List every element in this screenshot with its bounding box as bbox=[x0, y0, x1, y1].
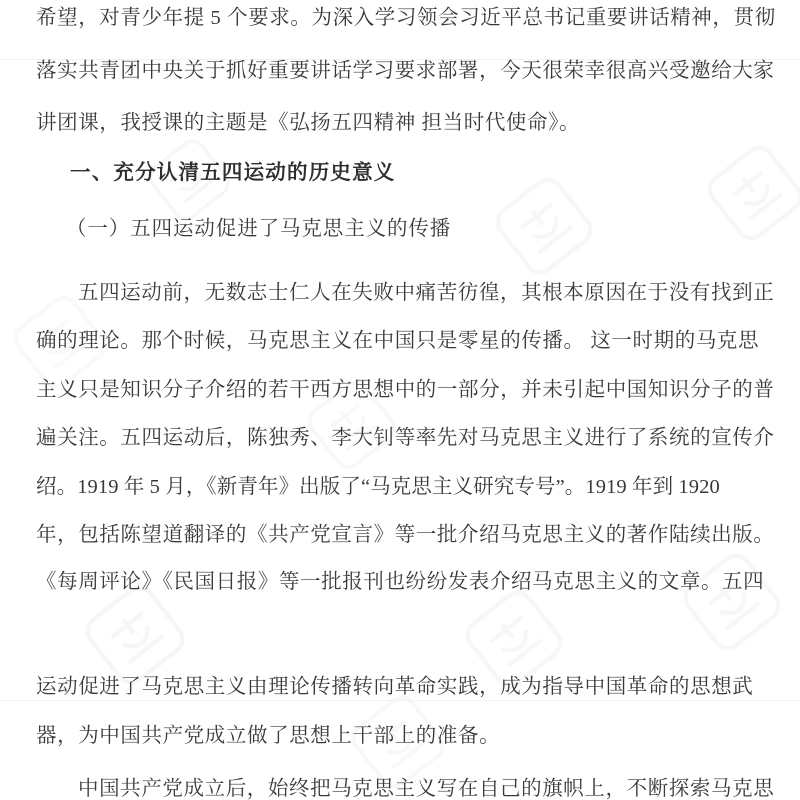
section-heading-1: 一、充分认清五四运动的历史意义 bbox=[70, 162, 396, 184]
paragraph-line: 讲团课，我授课的主题是《弘扬五四精神 担当时代使命》。 bbox=[36, 112, 581, 134]
paragraph-line: 运动促进了马克思主义由理论传播转向革命实践，成为指导中国革命的思想武 bbox=[36, 676, 754, 698]
paragraph-line: 五四运动前，无数志士仁人在失败中痛苦彷徨，其根本原因在于没有找到正 bbox=[78, 282, 775, 304]
paragraph-line: 年，包括陈望道翻译的《共产党宣言》等一批介绍马克思主义的著作陆续出版。 bbox=[36, 524, 775, 546]
paragraph-line: 《每周评论》《民国日报》等一批报刊也纷纷发表介绍马克思主义的文章。五四 bbox=[36, 571, 765, 593]
paragraph-line: 确的理论。那个时候，马克思主义在中国只是零星的传播。 这一时期的马克思 bbox=[36, 330, 760, 352]
paragraph-line: 中国共产党成立后，始终把马克思主义写在自己的旗帜上，不断探索马克思 bbox=[78, 778, 775, 800]
paragraph-line: 主义只是知识分子介绍的若干西方思想中的一部分，并未引起中国知识分子的普 bbox=[36, 379, 775, 401]
paragraph-line: 绍。1919 年 5 月，《新青年》出版了“马克思主义研究专号”。1919 年到 1920 bbox=[36, 476, 720, 498]
paragraph-line: 遍关注。五四运动后，陈独秀、李大钊等率先对马克思主义进行了系统的宣传介 bbox=[36, 427, 775, 449]
paragraph-line: 器，为中国共产党成立做了思想上干部上的准备。 bbox=[36, 725, 501, 747]
paragraph-line: 落实共青团中央关于抓好重要讲话学习要求部署，今天很荣幸很高兴受邀给大家 bbox=[36, 60, 775, 82]
paragraph-line: 希望，对青少年提 5 个要求。为深入学习领会习近平总书记重要讲话精神，贯彻 bbox=[36, 7, 776, 29]
subsection-heading-1: （一）五四运动促进了马克思主义的传播 bbox=[66, 218, 452, 240]
